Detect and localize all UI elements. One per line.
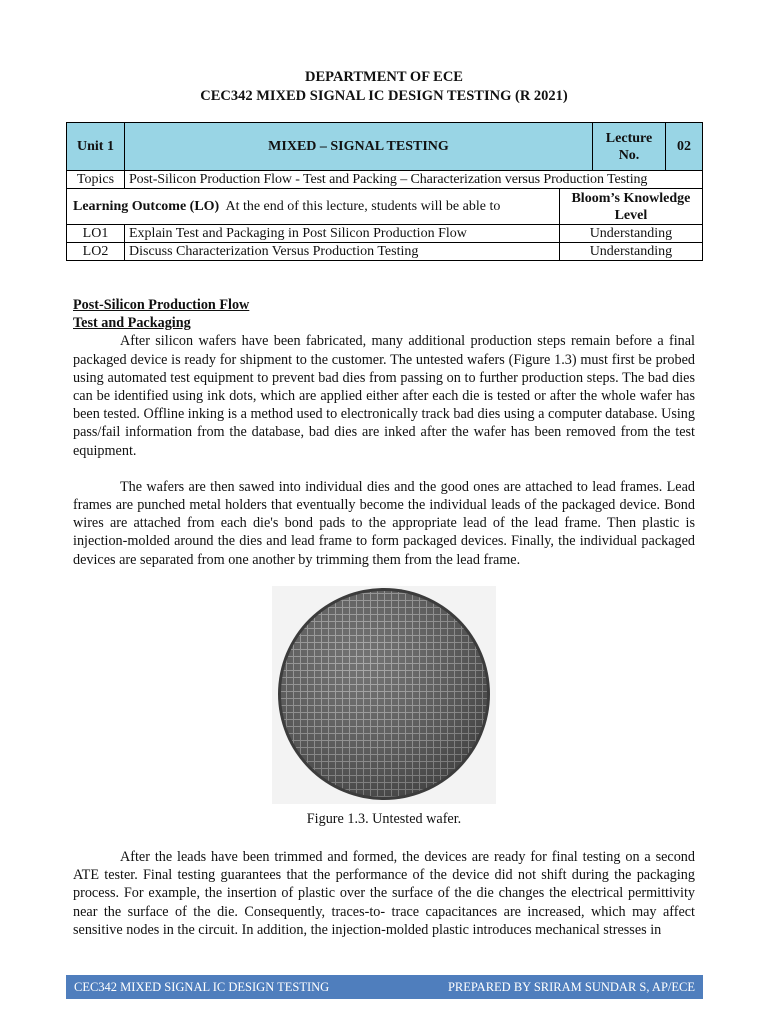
paragraph-3: After the leads have been trimmed and formed, the devices are ready for final testing on a second ATE tester. Final testing guarantees that the performance of the device did not shift during the packaging process. For example, the insertion of plastic over the surface of the die changes the electrical permittivity near the surface of the die. Consequently, traces-to- trace capacitances are increased, which may affect sensitive nodes in the circuit. In addition, the injection-molded plastic introduces mechanical stresses in (73, 849, 695, 938)
section-post-silicon (73, 296, 695, 569)
page-header (0, 68, 768, 106)
lecture-info-table (66, 122, 703, 261)
unit-title-cell: MIXED – SIGNAL TESTING (125, 123, 593, 171)
page-footer (66, 975, 703, 999)
paragraph-1: After silicon wafers have been fabricated, many additional production steps remain before a final packaged device is ready for shipment to the customer. The untested wafers (Figure 1.3) must first be probed using automated test equipment to prevent bad dies from passing on to further production steps. The bad dies can be identified using ink dots, which are applied either after each die is tested or after the whole wafer has been tested. Offline inking is a method used to electronically track bad dies using a computer database. Using pass/fail information from the database, bad dies are inked after the wafer has been removed from the test equipment. (73, 333, 695, 459)
section-final-testing (73, 848, 695, 939)
wafer-image (272, 586, 496, 804)
lecture-label-cell: Lecture No. (593, 123, 666, 171)
footer-course: CEC342 MIXED SIGNAL IC DESIGN TESTING (74, 979, 330, 994)
lo-header-cell (67, 189, 560, 225)
lo1-level-cell: Understanding (559, 225, 702, 243)
bloom-label-cell: Bloom’s Knowledge Level (559, 189, 702, 225)
lo-label: Learning Outcome (LO) (73, 199, 220, 214)
department-title: DEPARTMENT OF ECE (305, 69, 463, 85)
lecture-number-cell: 02 (666, 123, 703, 171)
unit-cell: Unit 1 (67, 123, 125, 171)
lo1-id-cell: LO1 (67, 225, 125, 243)
heading-test-packaging: Test and Packaging (73, 315, 191, 332)
course-title: CEC342 MIXED SIGNAL IC DESIGN TESTING (R 2021) (200, 88, 568, 104)
paragraph-2: The wafers are then sawed into individual dies and the good ones are attached to lead frames. Lead frames are punched metal holders that eventually become the individual leads of the packaged device. Bond wires are attached from each die's bond pads to the appropriate lead of the lead frame. Then plastic is injection-molded around the dies and lead frame to form packaged devices. Finally, the individual packaged devices are separated from one another by trimming them from the lead frame. (73, 478, 695, 568)
spacer (73, 460, 695, 478)
lo2-id-cell: LO2 (67, 243, 125, 261)
figure-caption: Figure 1.3. Untested wafer. (306, 811, 462, 827)
topics-cell: Post-Silicon Production Flow - Test and Packing – Characterization versus Production Testing (125, 171, 703, 189)
lo1-text-cell: Explain Test and Packaging in Post Silicon Production Flow (125, 225, 560, 243)
lo2-text-cell: Discuss Characterization Versus Production Testing (125, 243, 560, 261)
wafer-illustration (272, 586, 496, 804)
footer-author: PREPARED BY SRIRAM SUNDAR S, AP/ECE (447, 979, 695, 994)
topics-label-cell: Topics (67, 171, 125, 189)
lo-intro: At the end of this lecture, students will be able to (225, 199, 501, 214)
heading-post-silicon: Post-Silicon Production Flow (73, 297, 250, 313)
lo2-level-cell: Understanding (559, 243, 702, 261)
